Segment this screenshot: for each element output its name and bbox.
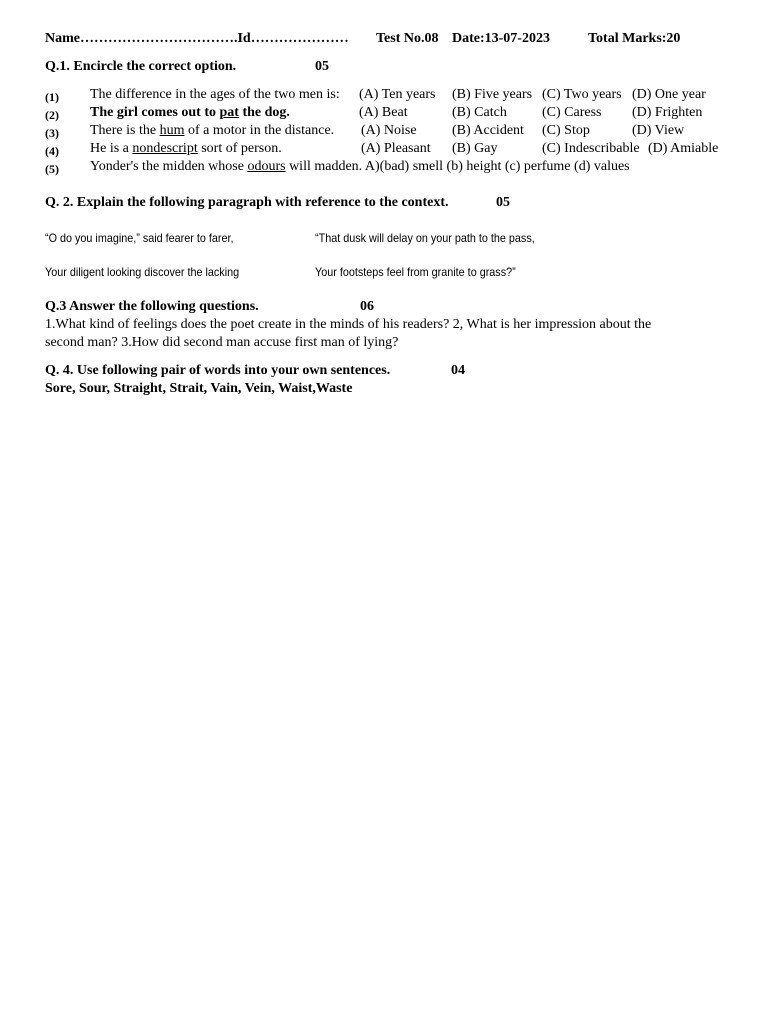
q1-item-4-keyword: nondescript bbox=[132, 141, 198, 156]
q1-item-3-keyword: hum bbox=[159, 123, 185, 138]
q1-item-3-option-d: (D) View bbox=[632, 123, 685, 138]
q1-item-3-option-a: (A) Noise bbox=[361, 123, 417, 138]
q1-title: Q.1. Encircle the correct option. bbox=[45, 59, 237, 74]
q1-item-5-keyword: odours bbox=[247, 159, 286, 174]
q1-item-1-question: The difference in the ages of the two men is: bbox=[90, 87, 340, 102]
poem-line-2-right: Your footsteps feel from granite to grass?” bbox=[315, 265, 516, 279]
poem-line-1-right: “That dusk will delay on your path to the pass, bbox=[315, 231, 535, 245]
poem-line-1-left: “O do you imagine,” said fearer to farer, bbox=[45, 231, 234, 245]
q1-item-1-option-d: (D) One year bbox=[632, 87, 706, 102]
q1-item-2-keyword: pat bbox=[219, 105, 239, 120]
q1-item-3-option-c: (C) Stop bbox=[542, 123, 590, 138]
q4-marks: 04 bbox=[451, 363, 465, 378]
q1-item-5-number: (5) bbox=[45, 162, 59, 176]
q1-item-1-number: (1) bbox=[45, 90, 59, 104]
q1-item-2-number: (2) bbox=[45, 108, 59, 122]
q3-marks: 06 bbox=[360, 299, 374, 314]
q1-item-5-question: Yonder's the midden whose odours will madden. A)(bad) smell (b) height (c) perfume (d) values bbox=[90, 159, 630, 174]
poem-line-2-left: Your diligent looking discover the lacking bbox=[45, 265, 240, 279]
q1-item-1-option-a: (A) Ten years bbox=[359, 87, 436, 102]
q3-title: Q.3 Answer the following questions. bbox=[45, 299, 259, 314]
q1-item-2-question: The girl comes out to pat the dog. bbox=[90, 105, 290, 120]
total-marks: Total Marks:20 bbox=[588, 31, 681, 46]
q4-word-pairs: Sore, Sour, Straight, Strait, Vain, Vein, Waist,Waste bbox=[45, 381, 353, 396]
q3-questions-line-2: second man? 3.How did second man accuse first man of lying? bbox=[45, 335, 399, 350]
q1-marks: 05 bbox=[315, 59, 329, 74]
q1-item-4-question: He is a nondescript sort of person. bbox=[90, 141, 282, 156]
q1-item-3-question: There is the hum of a motor in the distance. bbox=[90, 123, 335, 138]
test-date: Date:13-07-2023 bbox=[452, 31, 550, 46]
test-number: Test No.08 bbox=[376, 31, 439, 46]
q1-item-2-option-b: (B) Catch bbox=[452, 105, 507, 120]
q1-item-4-option-a: (A) Pleasant bbox=[361, 141, 431, 156]
q1-item-2-option-c: (C) Caress bbox=[542, 105, 602, 120]
q1-item-1-option-b: (B) Five years bbox=[452, 87, 533, 102]
q2-marks: 05 bbox=[496, 195, 510, 210]
q3-questions-line-1: 1.What kind of feelings does the poet create in the minds of his readers? 2, What is her impression about the bbox=[45, 317, 652, 332]
q1-item-4-option-d: (D) Amiable bbox=[648, 141, 719, 156]
q2-title: Q. 2. Explain the following paragraph with reference to the context. bbox=[45, 195, 449, 210]
q1-item-4-number: (4) bbox=[45, 144, 59, 158]
q1-item-4-option-c: (C) Indescribable bbox=[542, 141, 640, 156]
q1-item-4-option-b: (B) Gay bbox=[452, 141, 498, 156]
q1-item-3-option-b: (B) Accident bbox=[452, 123, 524, 138]
q1-item-3-number: (3) bbox=[45, 126, 59, 140]
q1-item-2-option-d: (D) Frighten bbox=[632, 105, 703, 120]
q1-item-1-option-c: (C) Two years bbox=[542, 87, 622, 102]
name-id-line: Name…………………………….Id………………… bbox=[45, 31, 349, 46]
q4-title: Q. 4. Use following pair of words into your own sentences. bbox=[45, 363, 391, 378]
q1-item-2-option-a: (A) Beat bbox=[359, 105, 408, 120]
